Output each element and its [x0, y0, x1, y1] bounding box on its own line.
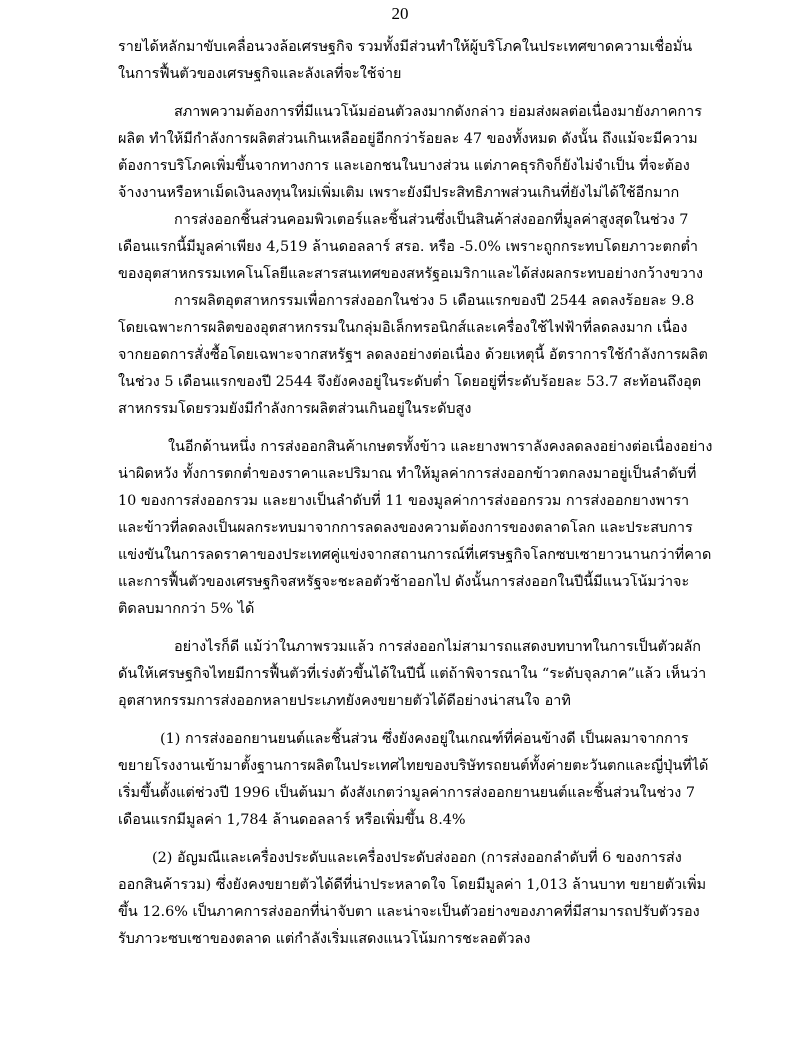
- text-line: โดยเฉพาะการผลิตของอุตสาหกรรมในกลุ่มอิเล็กทรอนิกส์และเครื่องใช้ไฟฟ้าที่ลดลงมาก เนื่อง: [118, 320, 688, 336]
- text-line: การผลิตอุตสาหกรรมเพื่อการส่งออกในช่วง 5 เดือนแรกของปี 2544 ลดลงร้อยละ 9.8: [174, 293, 695, 309]
- text-line: สาหกรรมโดยรวมยังมีกำลังการผลิตส่วนเกินอยู่ในระดับสูง: [118, 401, 472, 417]
- text-line: เริ่มขึ้นตั้งแต่ช่วงปี 1996 เป็นต้นมา ดังสังเกตว่ามูลค่าการส่งออกยานยนต์และชิ้นส่วนในช่วง 7: [118, 785, 696, 801]
- text-line: ในช่วง 5 เดือนแรกของปี 2544 จึงยังคงอยู่ในระดับต่ำ โดยอยู่ที่ระดับร้อยละ 53.7 สะท้อนถึงอุต: [118, 374, 702, 390]
- text-line: จากยอดการสั่งซื้อโดยเฉพาะจากสหรัฐฯ ลดลงอย่างต่อเนื่อง ด้วยเหตุนี้ อัตราการใช้กำลังการผลิต: [118, 347, 708, 363]
- text-line: สภาพความต้องการที่มีแนวโน้มอ่อนตัวลงมากดังกล่าว ย่อมส่งผลต่อเนื่องมายังภาคการ: [174, 104, 702, 120]
- text-line: เดือนแรกนี้มีมูลค่าเพียง 4,519 ล้านดอลลาร์ สรอ. หรือ -5.0% เพราะถูกกระทบโดยภาวะตกต่ำ: [118, 239, 699, 255]
- list-item-1: [118, 726, 709, 834]
- text-line: รับภาวะซบเซาของตลาด แต่กำลังเริ่มแสดงแนวโน้มการชะลอตัวลง: [118, 931, 531, 947]
- text-line: ออกสินค้ารวม) ซึ่งยังคงขยายตัวได้ดีที่น่าประหลาดใจ โดยมีมูลค่า 1,013 ล้านบาท ขยายตัวเพิ่ม: [118, 877, 707, 893]
- text-line: ขึ้น 12.6% เป็นภาคการส่งออกที่น่าจับตา และน่าจะเป็นตัวอย่างของภาคที่มีสามารถปรับตัวรอง: [118, 904, 700, 920]
- text-line: รายได้หลักมาขับเคลื่อนวงล้อเศรษฐกิจ รวมทั้งมีส่วนทำให้ผู้บริโภคในประเทศขาดความเชื่อมั่น: [118, 39, 693, 55]
- text-line: ในอีกด้านหนึ่ง การส่งออกสินค้าเกษตรทั้งข้าว และยางพาราลังคงลดลงอย่างต่อเนื่องอย่าง: [168, 439, 713, 455]
- paragraph-6: [118, 634, 707, 715]
- body-text: [118, 34, 713, 953]
- text-line: ในการฟื้นตัวของเศรษฐกิจและลังเลที่จะใช้จ่าย: [118, 66, 402, 82]
- text-line: ดันให้เศรษฐกิจไทยมีการฟื้นตัวที่เร่งตัวขึ้นได้ในปีนี้ แต่ถ้าพิจารณาใน “ระดับจุลภาค”แล้ว เห็นว่า: [118, 666, 707, 682]
- text-line: อย่างไรก็ดี แม้ว่าในภาพรวมแล้ว การส่งออกไม่สามารถแสดงบทบาทในการเป็นตัวผลัก: [174, 639, 702, 655]
- text-line: 10 ของการส่งออกรวม และยางเป็นลำดับที่ 11 ของมูลค่าการส่งออกรวม การส่งออกยางพารา: [118, 493, 690, 509]
- text-line: แข่งขันในการลดราคาของประเทศคู่แข่งจากสถานการณ์ที่เศรษฐกิจโลกซบเซายาวนานกว่าที่คาด: [118, 547, 712, 563]
- text-line: (1) การส่งออกยานยนต์และชิ้นส่วน ซึ่งยังคงอยู่ในเกณฑ์ที่ค่อนข้างดี เป็นผลมาจากการ: [160, 731, 689, 747]
- text-line: ต้องการบริโภคเพิ่มขึ้นจากทางการ และเอกชนในบางส่วน แต่ภาคธุรกิจก็ยังไม่จำเป็น ที่จะต้อง: [118, 158, 690, 174]
- text-line: และการฟื้นตัวของเศรษฐกิจสหรัฐจะชะลอตัวช้าออกไป ดังนั้นการส่งออกในปีนี้มีแนวโน้มว่าจะ: [118, 574, 690, 590]
- paragraph-4: [118, 288, 708, 423]
- text-line: ผลิต ทำให้มีกำลังการผลิตส่วนเกินเหลืออยู่อีกกว่าร้อยละ 47 ของทั้งหมด ดังนั้น ถึงแม้จะมีความ: [118, 131, 698, 147]
- page-number: 20: [391, 4, 409, 23]
- text-line: น่าผิดหวัง ทั้งการตกต่ำของราคาและปริมาณ ทำให้มูลค่าการส่งออกข้าวตกลงมาอยู่เป็นลำดับที่: [118, 466, 697, 482]
- text-line: การส่งออกชิ้นส่วนคอมพิวเตอร์และชิ้นส่วนซึ่งเป็นสินค้าส่งออกที่มูลค่าสูงสุดในช่วง 7: [174, 212, 689, 228]
- text-line: จ้างงานหรือหาเม็ดเงินลงทุนใหม่เพิ่มเติม เพราะยังมีประสิทธิภาพส่วนเกินที่ยังไม่ได้ใช้อีกมาก: [118, 185, 680, 201]
- text-line: อุตสาหกรรมการส่งออกหลายประเภทยังคงขยายตัวได้ดีอย่างน่าสนใจ อาทิ: [118, 693, 571, 709]
- paragraph-1: [118, 34, 693, 88]
- paragraph-2: [118, 99, 702, 207]
- text-line: ของอุตสาหกรรมเทคโนโลยีและสารสนเทศของสหรัฐอเมริกาและได้ส่งผลกระทบอย่างกว้างขวาง: [118, 266, 704, 282]
- text-line: ติดลบมากกว่า 5% ได้: [118, 601, 255, 617]
- text-line: ขยายโรงงานเข้ามาตั้งฐานการผลิตในประเทศไทยของบริษัทรถยนต์ทั้งค่ายตะวันตกและญี่ปุ่นที่ได้: [118, 758, 709, 774]
- paragraph-3: [118, 207, 704, 288]
- paragraph-5: [118, 434, 713, 623]
- text-line: เดือนแรกมีมูลค่า 1,784 ล้านดอลลาร์ หรือเพิ่มขึ้น 8.4%: [118, 812, 466, 828]
- text-line: และข้าวที่ลดลงเป็นผลกระทบมาจากการลดลงของความต้องการของตลาดโลก และประสบการ: [118, 520, 693, 536]
- text-line: (2) อัญมณีและเครื่องประดับและเครื่องประดับส่งออก (การส่งออกลำดับที่ 6 ของการส่ง: [152, 850, 682, 866]
- list-item-2: [118, 845, 707, 953]
